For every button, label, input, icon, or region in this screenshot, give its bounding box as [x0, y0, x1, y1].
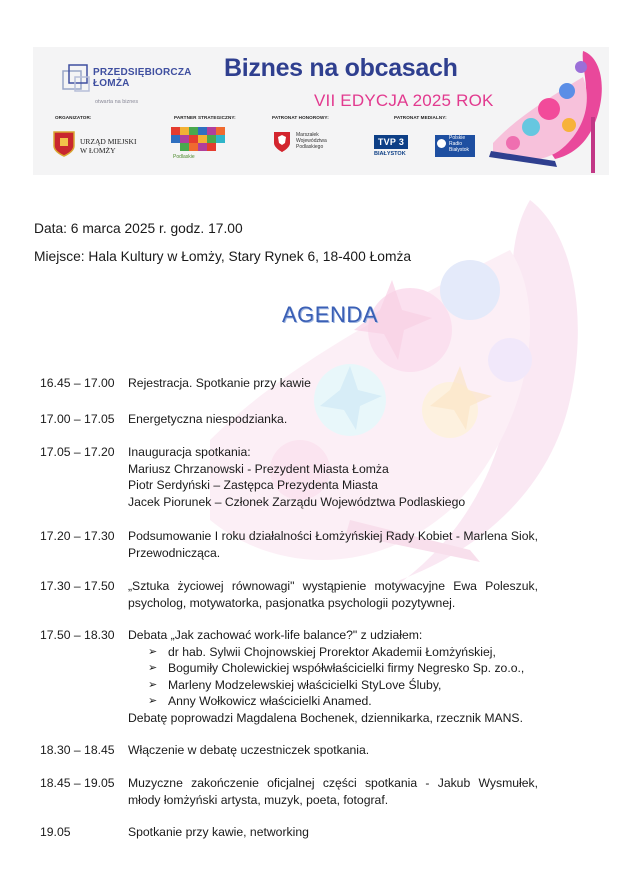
agenda-time: 18.45 – 19.05 [40, 776, 115, 790]
arrow-bullet-icon: ➢ [148, 645, 158, 658]
speaker-line: Mariusz Chrzanowski - Prezydent Miasta Łomża [128, 461, 389, 476]
organizer-line2: W ŁOMŻY [80, 146, 116, 155]
organizer-line1: URZĄD MIEJSKI [80, 137, 137, 146]
agenda-description: Podsumowanie I roku działalności Łomżyńskiej Rady Kobiet - Marlena Siok, Przewodnicząca. [128, 529, 538, 560]
agenda-description [128, 627, 538, 726]
panelist-item [128, 644, 538, 661]
panelist-name: Marleny Modzelewskiej właścicielki StyLove Śluby, [168, 677, 442, 692]
honorary-line3: Podlaskiego [296, 144, 324, 151]
arrow-bullet-icon: ➢ [148, 695, 158, 707]
role-partner: PARTNER STRATEGICZNY: [174, 115, 236, 120]
radio-line3: Białystok [449, 147, 470, 153]
moderator-line: Debatę poprowadzi Magdalena Bochenek, dziennikarka, rzecznik MANS. [128, 710, 523, 725]
panelist-name: Bogumiły Cholewickiej współwłaścicielki firmy Negresko Sp. zo.o., [168, 661, 525, 675]
panelist-item [128, 660, 538, 677]
agenda-time: 18.30 – 18.45 [40, 743, 115, 757]
brand-name-line2: ŁOMŻA [93, 78, 130, 89]
agenda-heading: Inauguracja spotkania: [128, 445, 251, 459]
agenda-description: Spotkanie przy kawie, networking [128, 825, 309, 839]
brand-tagline: otwarta na biznes [95, 99, 139, 105]
agenda-description: Włączenie w debatę uczestniczek spotkania. [128, 743, 370, 757]
agenda-time: 16.45 – 17.00 [40, 376, 115, 390]
panelist-name: Anny Wołkowicz właścicielki Anamed. [168, 694, 372, 708]
honorary-line2: Województwa [296, 138, 327, 145]
agenda-time: 17.00 – 17.05 [40, 412, 115, 426]
lomza-crest-icon [53, 131, 75, 157]
event-title: Biznes na obcasach [224, 54, 458, 82]
speaker-line: Piotr Serdyński – Zastępca Prezydenta Miasta [128, 478, 378, 492]
brand-name-line1: PRZEDSIĘBIORCZA [93, 67, 192, 78]
agenda-time: 17.30 – 17.50 [40, 579, 115, 593]
panelist-item [128, 677, 538, 694]
radio-logo-icon [437, 139, 446, 148]
role-organizer: ORGANIZATOR: [55, 115, 92, 120]
tvp3-logo: TVP 3 [374, 135, 408, 149]
agenda-description: „Sztuka życiowej równowagi" wystąpienie motywacyjne Ewa Poleszuk, psycholog, motywatorka, pasjonatka psychologii pozytywnej. [128, 579, 538, 610]
role-honorary: PATRONAT HONOROWY: [272, 115, 329, 120]
panelist-name: dr hab. Sylwii Chojnowskiej Prorektor Akademii Łomżyńskiej, [168, 644, 496, 659]
arrow-bullet-icon: ➢ [148, 662, 158, 674]
event-place: Miejsce: Hala Kultury w Łomży, Stary Rynek 6, 18-400 Łomża [34, 249, 412, 264]
agenda-description: Muzyczne zakończenie oficjalnej części spotkania - Jakub Wysmułek, młody łomżyński artysta, muzyk, poeta, fotograf. [128, 776, 538, 807]
agenda-time: 17.50 – 18.30 [40, 628, 115, 642]
event-banner [33, 47, 609, 175]
role-media: PATRONAT MEDIALNY: [394, 115, 447, 120]
honorary-name [296, 132, 327, 151]
speaker-line: Jacek Piorunek – Członek Zarządu Województwa Podlaskiego [128, 494, 466, 509]
agenda-description: Rejestracja. Spotkanie przy kawie [128, 376, 311, 390]
tvp3-city: BIAŁYSTOK [374, 151, 406, 157]
panelist-list [128, 644, 538, 710]
podlaskie-mosaic-icon [171, 127, 225, 157]
event-date: Data: 6 marca 2025 r. godz. 17.00 [34, 221, 243, 236]
radio-line1: Polskie [449, 135, 466, 141]
organizer-name [80, 137, 136, 155]
event-edition: VII EDYCJA 2025 ROK [314, 91, 494, 110]
agenda-description: Energetyczna niespodzianka. [128, 412, 288, 426]
high-heel-shoe-icon [485, 47, 609, 175]
arrow-bullet-icon: ➢ [148, 678, 158, 691]
radio-line2: Radio [449, 141, 463, 147]
agenda-title: AGENDA [282, 302, 378, 327]
agenda-time: 19.05 [40, 825, 71, 839]
partner-caption: Podlaskie [173, 154, 195, 160]
agenda-time: 17.20 – 17.30 [40, 529, 115, 543]
panelist-item [128, 693, 538, 710]
agenda-description [128, 444, 538, 510]
agenda-time: 17.05 – 17.20 [40, 445, 115, 459]
podlaskie-shield-icon [273, 131, 291, 153]
agenda-heading: Debata „Jak zachować work-life balance?" z udziałem: [128, 628, 423, 642]
brand-name [93, 67, 192, 89]
honorary-line1: Marszałek [296, 132, 319, 138]
